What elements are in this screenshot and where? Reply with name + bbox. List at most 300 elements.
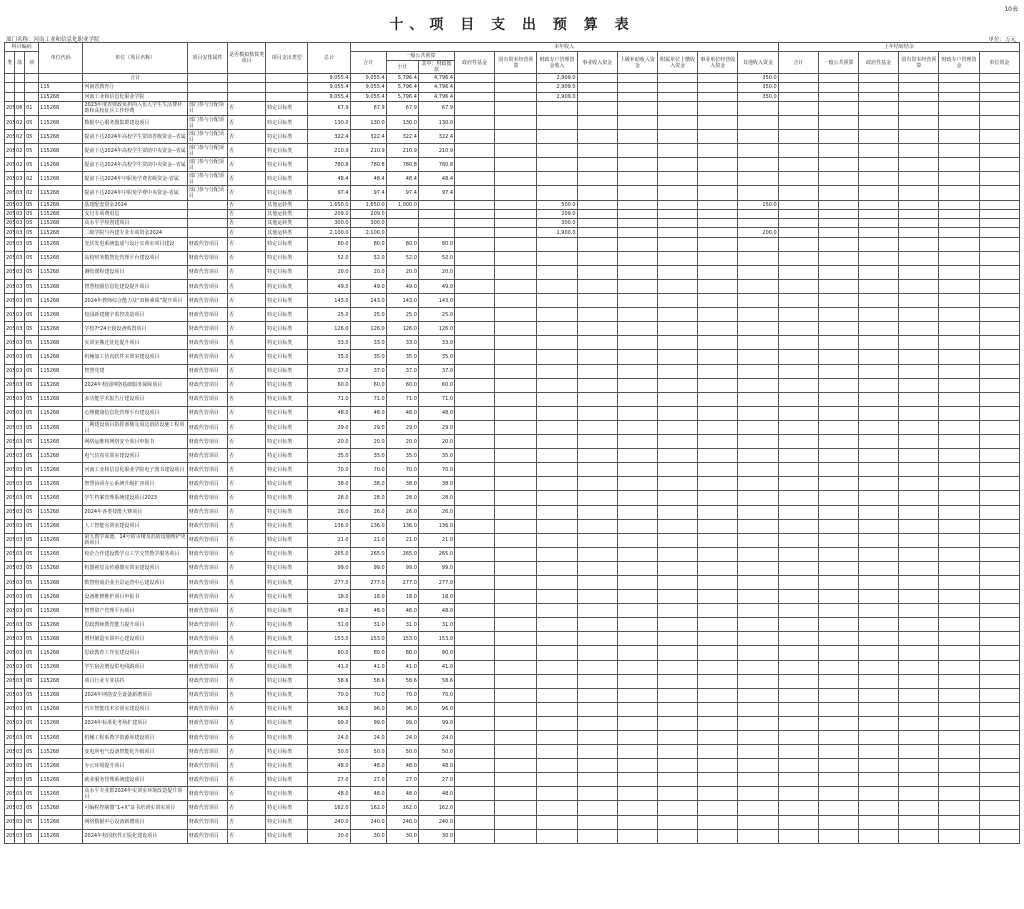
cell-c2 (818, 92, 858, 101)
cell-k: 03 (15, 745, 25, 759)
cell-fis: 80.0 (418, 237, 454, 251)
cell-bus (577, 632, 617, 646)
cell-aff (658, 477, 698, 491)
cell-c3 (859, 463, 899, 477)
cell-sub: 35.0 (386, 350, 418, 364)
cell-bus (577, 83, 617, 92)
cell-total: 130.0 (308, 115, 350, 129)
cell-fsp (537, 144, 577, 158)
cell-sub: 5,796.4 (386, 83, 418, 92)
cell-sup (617, 716, 657, 730)
table-row (5, 294, 1020, 308)
cell-code: 115268 (39, 773, 83, 787)
cell-x: 05 (25, 702, 39, 716)
cell-ope (698, 101, 738, 115)
cell-cat: 财政代管项目 (187, 646, 227, 660)
cell-gov (455, 660, 495, 674)
cell-k: 03 (15, 251, 25, 265)
cell-cat: 部门参与分配项目 (187, 186, 227, 200)
cell-fis: 25.0 (418, 308, 454, 322)
cell-cat: 财政代管项目 (187, 280, 227, 294)
cell-c3 (859, 200, 899, 209)
cell-stc (495, 130, 537, 144)
cell-c6 (979, 773, 1019, 787)
cell-fsp (537, 702, 577, 716)
cell-sub: 780.8 (386, 158, 418, 172)
cell-oth (738, 364, 778, 378)
cell-fis: 136.0 (418, 519, 454, 533)
cell-name: 提前下达2024年中职免学费省级资金-省属 (83, 172, 187, 186)
cell-name: 智慧校園信息化建设提升项目 (83, 280, 187, 294)
cell-c4 (899, 237, 939, 251)
cell-l: 205 (5, 186, 15, 200)
cell-aff (658, 801, 698, 815)
cell-heji: 48.4 (350, 172, 386, 186)
cell-stc (495, 294, 537, 308)
cell-code: 115268 (39, 350, 83, 364)
cell-stc (495, 378, 537, 392)
cell-total: 50.0 (308, 745, 350, 759)
cell-stc (495, 144, 537, 158)
cell-ope (698, 477, 738, 491)
cell-code: 115268 (39, 519, 83, 533)
cell-c5 (939, 265, 979, 279)
cell-ref: 否 (228, 228, 266, 237)
cell-c5 (939, 829, 979, 843)
cell-aff (658, 463, 698, 477)
cell-c3 (859, 449, 899, 463)
cell-fis: 20.0 (418, 265, 454, 279)
cell-oth (738, 773, 778, 787)
cell-sup (617, 322, 657, 336)
cell-c3 (859, 435, 899, 449)
header-kuan: 款 (15, 52, 25, 74)
cell-name: 机械加工仿真软件实训室建设项目 (83, 350, 187, 364)
cell-oth (738, 477, 778, 491)
cell-c4 (899, 101, 939, 115)
cell-c5 (939, 435, 979, 449)
cell-cat: 财政代管项目 (187, 477, 227, 491)
cell-oth (738, 716, 778, 730)
header-is-reform: 是否模拟核算类项目 (228, 43, 266, 74)
cell-gov (455, 505, 495, 519)
cell-heji: 67.9 (350, 101, 386, 115)
cell-stc (495, 731, 537, 745)
cell-gov (455, 294, 495, 308)
cell-ope (698, 322, 738, 336)
cell-heji: 80.0 (350, 237, 386, 251)
cell-ref: 否 (228, 547, 266, 561)
cell-l: 205 (5, 322, 15, 336)
cell-c2 (818, 406, 858, 420)
cell-fsp (537, 308, 577, 322)
cell-sup (617, 533, 657, 547)
cell-c1 (778, 83, 818, 92)
cell-total: 20.0 (308, 435, 350, 449)
cell-k: 03 (15, 759, 25, 773)
cell-c1 (778, 265, 818, 279)
cell-fsp (537, 251, 577, 265)
cell-l: 205 (6, 220, 16, 227)
cell-heji: 780.8 (350, 158, 386, 172)
cell-oth (738, 449, 778, 463)
cell-c3 (859, 632, 899, 646)
cell-c6 (979, 674, 1019, 688)
cell-fis: 4,796.4 (418, 83, 454, 92)
cell-c5 (939, 604, 979, 618)
cell-fsp (537, 101, 577, 115)
cell-c4 (899, 158, 939, 172)
cell-code: 115268 (39, 392, 83, 406)
cell-ope (698, 646, 738, 660)
cell-bus (577, 420, 617, 434)
cell-stc (495, 674, 537, 688)
cell-c4 (899, 92, 939, 101)
cell-name: 提前下达2024年中职免学费中央资金-省属 (83, 186, 187, 200)
cell-c4 (899, 144, 939, 158)
cell-code: 115268 (39, 322, 83, 336)
cell-c5 (939, 336, 979, 350)
cell-c5 (939, 144, 979, 158)
cell-type: 特定目标类 (266, 449, 308, 463)
cell-gov (455, 745, 495, 759)
cell-type: 特定目标类 (266, 115, 308, 129)
cell-stc (495, 463, 537, 477)
cell-c3 (859, 265, 899, 279)
cell-x: 05 (25, 392, 39, 406)
cell-c5 (939, 660, 979, 674)
cell-heji: 1,650.0 (350, 200, 386, 209)
cell-x: 05 (25, 731, 39, 745)
cell-c6 (979, 280, 1019, 294)
cell-x: 05 (25, 815, 39, 829)
cell-cat: 财政代管项目 (187, 745, 227, 759)
cell-bus (577, 280, 617, 294)
cell-x: 05 (25, 130, 39, 144)
cell-c5 (939, 350, 979, 364)
cell-heji: 71.0 (350, 392, 386, 406)
cell-c4 (899, 731, 939, 745)
cell-heji: 130.0 (350, 115, 386, 129)
cell-c5 (939, 392, 979, 406)
header-carry-state-capital: 国有资本经营预算 (899, 52, 939, 74)
cell-c4 (899, 688, 939, 702)
cell-bus (577, 378, 617, 392)
cell-fis: 162.0 (418, 801, 454, 815)
table-row (5, 604, 1020, 618)
cell-l: 205 (5, 463, 15, 477)
cell-fis: 37.0 (418, 364, 454, 378)
cell-aff (658, 688, 698, 702)
header-state-capital: 国有资本经营预算 (495, 52, 537, 74)
cell-type: 特定目标类 (266, 322, 308, 336)
cell-code: 115268 (39, 364, 83, 378)
cell-bus (577, 604, 617, 618)
cell-ref: 否 (228, 561, 266, 575)
table-row (5, 618, 1020, 632)
cell-k: 03 (15, 435, 25, 449)
cell-heji: 20.0 (350, 435, 386, 449)
cell-l: 205 (5, 477, 15, 491)
cell-c3 (859, 237, 899, 251)
cell-c1 (778, 435, 818, 449)
cell-heji: 26.0 (350, 505, 386, 519)
cell-code: 115268 (39, 237, 83, 251)
cell-type: 特定目标类 (266, 561, 308, 575)
cell-stc (495, 101, 537, 115)
cell-bus (577, 759, 617, 773)
cell-cat: 财政代管项目 (187, 463, 227, 477)
cell-c2 (818, 773, 858, 787)
cell-heji: 96.0 (350, 702, 386, 716)
cell-sup (617, 420, 657, 434)
cell-total: 99.0 (308, 716, 350, 730)
cell-sup (617, 83, 657, 92)
table-row (5, 632, 1020, 646)
cell-cat: 部门参与分配项目 (187, 130, 227, 144)
cell-x: 05 (25, 322, 39, 336)
cell-c1 (778, 646, 818, 660)
cell-sub: 25.0 (386, 308, 418, 322)
cell-code: 115268 (39, 186, 83, 200)
cell-fis: 60.0 (418, 378, 454, 392)
cell-c1 (778, 144, 818, 158)
cell-k: 03 (15, 237, 25, 251)
cell-bus (577, 101, 617, 115)
cell-aff (658, 364, 698, 378)
cell-stc (495, 604, 537, 618)
cell-type: 特定目标类 (266, 688, 308, 702)
cell-ref: 否 (228, 731, 266, 745)
cell-ope (698, 660, 738, 674)
cell-c4 (899, 477, 939, 491)
cell-gov (455, 237, 495, 251)
cell-l: 205 (5, 773, 15, 787)
table-row (5, 716, 1020, 730)
cell-heji: 99.0 (350, 561, 386, 575)
cell-c6 (979, 829, 1019, 843)
cell-cat: 财政代管项目 (187, 420, 227, 434)
cell-total: 48.0 (308, 604, 350, 618)
cell-name: 2024年教师综合能力及“双师素质”提升项目 (83, 294, 187, 308)
cell-ref: 否 (228, 618, 266, 632)
header-category: 项目安排属性 (187, 43, 227, 74)
cell-sup (617, 186, 657, 200)
cell-c2 (818, 463, 858, 477)
cell-ref: 否 (228, 815, 266, 829)
cell-c2 (818, 575, 858, 589)
cell-bus (577, 463, 617, 477)
cell-l: 205 (5, 420, 15, 434)
cell-ope (698, 745, 738, 759)
cell-sup (617, 590, 657, 604)
cell-bus (577, 829, 617, 843)
cell-k: 03 (15, 209, 25, 218)
cell-fis: 71.0 (418, 392, 454, 406)
cell-type: 特定目标类 (266, 336, 308, 350)
cell-k: 03 (15, 336, 25, 350)
cell-fsp (537, 237, 577, 251)
cell-oth (738, 590, 778, 604)
cell-bus (577, 646, 617, 660)
cell-aff (658, 618, 698, 632)
cell-c4 (899, 702, 939, 716)
cell-c5 (939, 172, 979, 186)
cell-cat: 财政代管项目 (187, 604, 227, 618)
cell-ref: 否 (228, 575, 266, 589)
cell-fis: 80.0 (418, 646, 454, 660)
cell-total: 29.0 (308, 420, 350, 434)
cell-bus (577, 745, 617, 759)
cell-fis: 24.0 (418, 731, 454, 745)
cell-ref: 否 (228, 219, 266, 228)
cell-c2 (818, 716, 858, 730)
cell-heji: 37.0 (350, 364, 386, 378)
cell-bus (577, 92, 617, 101)
table-row (5, 322, 1020, 336)
cell-c3 (859, 101, 899, 115)
cell-c6 (979, 237, 1019, 251)
cell-c2 (818, 219, 858, 228)
cell-c4 (899, 83, 939, 92)
cell-bus (577, 773, 617, 787)
cell-c1 (778, 745, 818, 759)
cell-c2 (818, 265, 858, 279)
cell-sup (617, 228, 657, 237)
cell-ref: 否 (228, 350, 266, 364)
cell-oth (738, 406, 778, 420)
cell-c1 (778, 209, 818, 218)
table-row (5, 186, 1020, 200)
cell-name: 高校财务数智化管理平台建设项目 (83, 251, 187, 265)
cell-x: 05 (25, 200, 39, 209)
cell-stc (495, 364, 537, 378)
cell-c4 (899, 533, 939, 547)
cell-stc (495, 547, 537, 561)
cell-type: 特定目标类 (266, 435, 308, 449)
cell-c4 (899, 716, 939, 730)
cell-l: 205 (6, 229, 16, 236)
cell-code: 115268 (39, 745, 83, 759)
cell-ref: 否 (228, 674, 266, 688)
cell-code: 115268 (39, 308, 83, 322)
cell-type: 特定目标类 (266, 172, 308, 186)
cell-k: 03 (15, 590, 25, 604)
cell-fsp (537, 716, 577, 730)
cell-heji: 25.0 (350, 308, 386, 322)
cell-code: 115268 (39, 158, 83, 172)
cell-fsp (537, 547, 577, 561)
cell-type: 特定目标类 (266, 773, 308, 787)
cell-ref: 否 (228, 336, 266, 350)
cell-c3 (859, 731, 899, 745)
cell-l: 205 (5, 759, 15, 773)
cell-sup (617, 688, 657, 702)
cell-total: 41.0 (308, 660, 350, 674)
cell-c2 (818, 632, 858, 646)
header-operating-income: 事业单位经营收入资金 (698, 52, 738, 74)
cell-ref: 否 (228, 745, 266, 759)
cell-c4 (899, 787, 939, 801)
cell-heji: 21.0 (350, 533, 386, 547)
cell-sub: 49.0 (386, 280, 418, 294)
cell-cat: 财政代管项目 (187, 449, 227, 463)
cell-c6 (979, 378, 1019, 392)
cell-k: 02 (15, 115, 25, 129)
cell-c5 (939, 251, 979, 265)
cell-cat (187, 92, 227, 101)
cell-type: 特定目标类 (266, 350, 308, 364)
table-row (5, 209, 1020, 218)
cell-sup (617, 660, 657, 674)
cell-c3 (859, 505, 899, 519)
cell-k: 03 (15, 604, 25, 618)
cell-sup (617, 477, 657, 491)
cell-fsp (537, 505, 577, 519)
cell-bus (577, 505, 617, 519)
cell-k: 02 (15, 130, 25, 144)
cell-stc (495, 449, 537, 463)
cell-fis: 48.0 (418, 604, 454, 618)
cell-stc (495, 491, 537, 505)
cell-gov (455, 158, 495, 172)
cell-c1 (778, 92, 818, 101)
cell-oth (738, 294, 778, 308)
cell-c2 (818, 322, 858, 336)
cell-gov (455, 787, 495, 801)
table-row (5, 308, 1020, 322)
cell-ope (698, 200, 738, 209)
cell-type: 特定目标类 (266, 158, 308, 172)
cell-fsp (537, 186, 577, 200)
cell-c5 (939, 200, 979, 209)
cell-cat: 部门参与分配项目 (187, 101, 227, 115)
header-carry-heji: 合计 (778, 52, 818, 74)
cell-type: 特定目标类 (266, 491, 308, 505)
cell-stc (495, 406, 537, 420)
cell-fsp (537, 392, 577, 406)
cell-code (39, 74, 83, 83)
cell-name: 学生档案管理系统建设项目2023 (83, 491, 187, 505)
cell-oth (738, 787, 778, 801)
cell-name: 支付专项费用息 (83, 209, 187, 218)
cell-sub: 41.0 (386, 660, 418, 674)
header-superior-subsidy: 上级补助收入资金 (617, 52, 657, 74)
cell-aff (658, 561, 698, 575)
cell-c4 (899, 251, 939, 265)
cell-fsp: 209.0 (537, 209, 577, 218)
table-row (5, 787, 1020, 801)
cell-c2 (818, 101, 858, 115)
cell-stc (495, 172, 537, 186)
cell-bus (577, 364, 617, 378)
cell-aff (658, 815, 698, 829)
cell-bus (577, 251, 617, 265)
cell-c2 (818, 759, 858, 773)
cell-ref: 否 (228, 801, 266, 815)
cell-ref: 否 (228, 604, 266, 618)
cell-gov (455, 115, 495, 129)
cell-c4 (899, 773, 939, 787)
cell-sub: 210.9 (386, 144, 418, 158)
cell-code: 115268 (39, 491, 83, 505)
cell-aff (658, 186, 698, 200)
cell-cat: 部门参与分配项目 (187, 115, 227, 129)
cell-x: 05 (25, 336, 39, 350)
cell-code: 115268 (39, 406, 83, 420)
cell-c6 (979, 505, 1019, 519)
cell-ope (698, 463, 738, 477)
